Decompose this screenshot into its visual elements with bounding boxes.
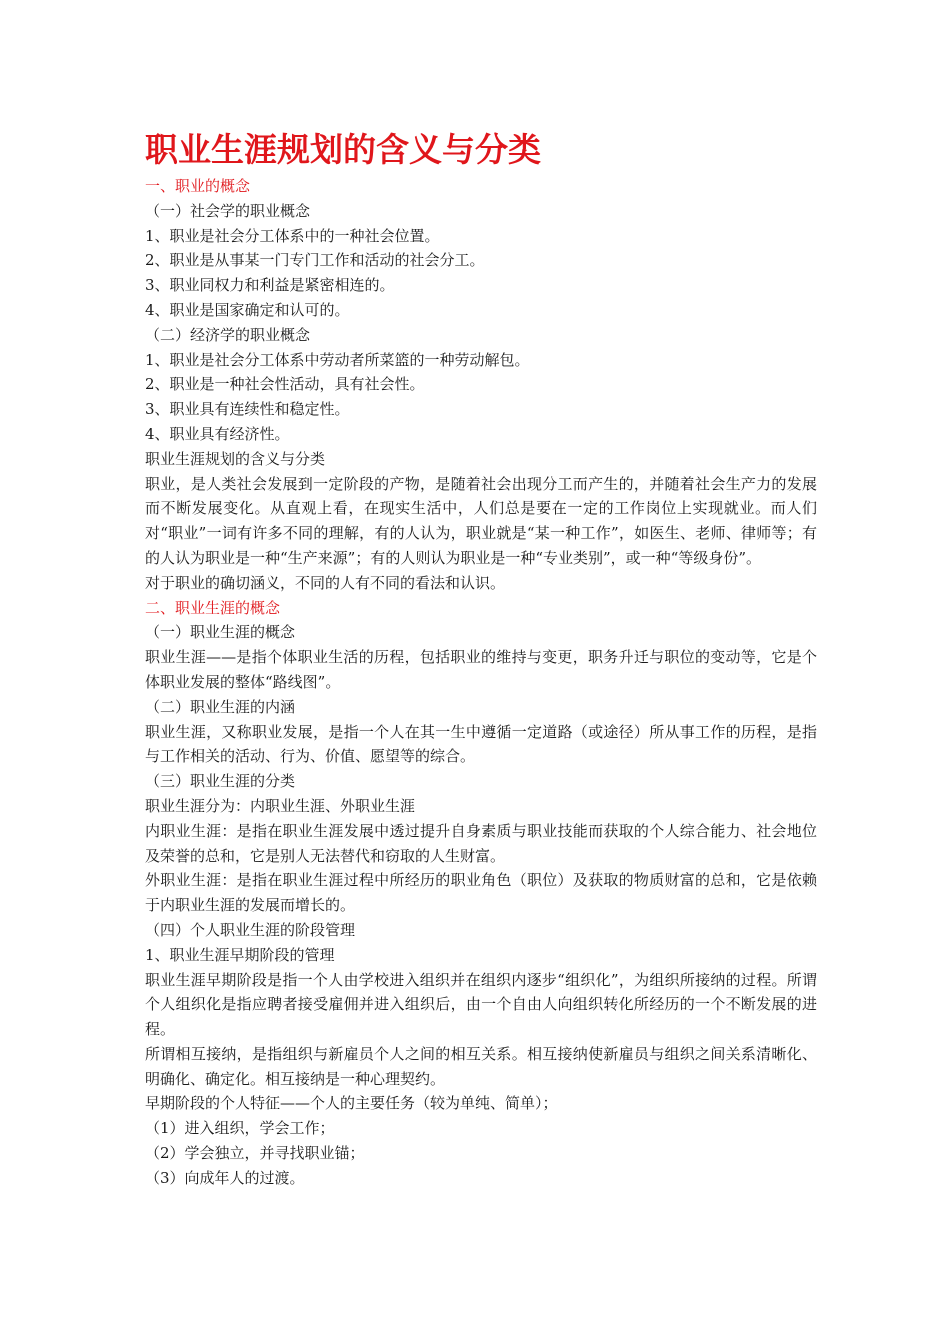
paragraph: 职业生涯——是指个体职业生活的历程，包括职业的维持与变更，职务升迁与职位的变动等，它是个体职业发展的整体“路线图”。: [145, 648, 817, 691]
text-line: 3、职业具有连续性和稳定性。: [145, 400, 350, 419]
text-line: （一）社会学的职业概念: [145, 201, 311, 220]
text-line: （三）职业生涯的分类: [145, 772, 296, 791]
text-line: 2、职业是一种社会性活动，具有社会性。: [145, 375, 425, 394]
text-line: 职业生涯分为：内职业生涯、外职业生涯: [145, 796, 416, 815]
text-line: 4、职业是国家确定和认可的。: [145, 300, 350, 319]
text-line: 1、职业生涯早期阶段的管理: [145, 945, 335, 964]
text-line: 对于职业的确切涵义，不同的人有不同的看法和认识。: [145, 573, 506, 592]
text-line: （二）经济学的职业概念: [145, 325, 311, 344]
paragraph: 职业生涯，又称职业发展，是指一个人在其一生中遵循一定道路（或途径）所从事工作的历程，是指与工作相关的活动、行为、价值、愿望等的综合。: [145, 722, 817, 766]
section-heading: 二、职业生涯的概念: [145, 598, 281, 617]
paragraph: 职业生涯早期阶段是指一个人由学校进入组织并在组织内逐步“组织化”，为组织所接纳的过程。所谓个人组织化是指应聘者接受雇佣并进入组织后，由一个自由人向组织转化所经历的一个不断发展的进程。: [145, 970, 817, 1039]
text-line: 早期阶段的个人特征——个人的主要任务（较为单纯、简单）；: [145, 1094, 558, 1113]
paragraph: 外职业生涯：是指在职业生涯过程中所经历的职业角色（职位）及获取的物质财富的总和，它是依赖于内职业生涯的发展而增长的。: [145, 871, 817, 915]
text-line: （1）进入组织，学会工作；: [145, 1119, 335, 1138]
text-line: 4、职业具有经济性。: [145, 424, 290, 443]
document-body: [145, 174, 817, 1191]
document-page: [145, 128, 817, 1191]
text-line: （一）职业生涯的概念: [145, 623, 296, 642]
text-line: （二）职业生涯的内涵: [145, 697, 296, 716]
text-line: 2、职业是从事某一门专门工作和活动的社会分工。: [145, 251, 485, 270]
paragraph: 所谓相互接纳，是指组织与新雇员个人之间的相互关系。相互接纳使新雇员与组织之间关系清晰化、明确化、确定化。相互接纳是一种心理契约。: [145, 1044, 817, 1088]
paragraph: 内职业生涯：是指在职业生涯发展中透过提升自身素质与职业技能而获取的个人综合能力、社会地位及荣誉的总和，它是别人无法替代和窃取的人生财富。: [145, 821, 817, 865]
paragraph: 职业，是人类社会发展到一定阶段的产物，是随着社会出现分工而产生的，并随着社会生产力的发展而不断发展变化。从直观上看，在现实生活中，人们总是要在一定的工作岗位上实现就业。而人们对“职业”一词有许多不同的理解，有的人认为，职业就是“某一种工作”，如医生、老师、律师等；有的人认为职业是一种“生产来源”；有的人则认为职业是一种“专业类别”，或一种“等级身份”。: [145, 474, 817, 567]
text-line: （3）向成年人的过渡。: [145, 1168, 305, 1187]
text-line: 3、职业同权力和利益是紧密相连的。: [145, 276, 395, 295]
text-line: 1、职业是社会分工体系中的一种社会位置。: [145, 226, 440, 245]
text-line: 1、职业是社会分工体系中劳动者所菜篮的一种劳动解包。: [145, 350, 530, 369]
text-line: （四）个人职业生涯的阶段管理: [145, 920, 356, 939]
text-line: 职业生涯规划的含义与分类: [145, 449, 326, 468]
text-line: （2）学会独立，并寻找职业锚；: [145, 1144, 365, 1163]
document-title: 职业生涯规划的含义与分类: [145, 130, 541, 169]
section-heading: 一、职业的概念: [145, 177, 251, 195]
